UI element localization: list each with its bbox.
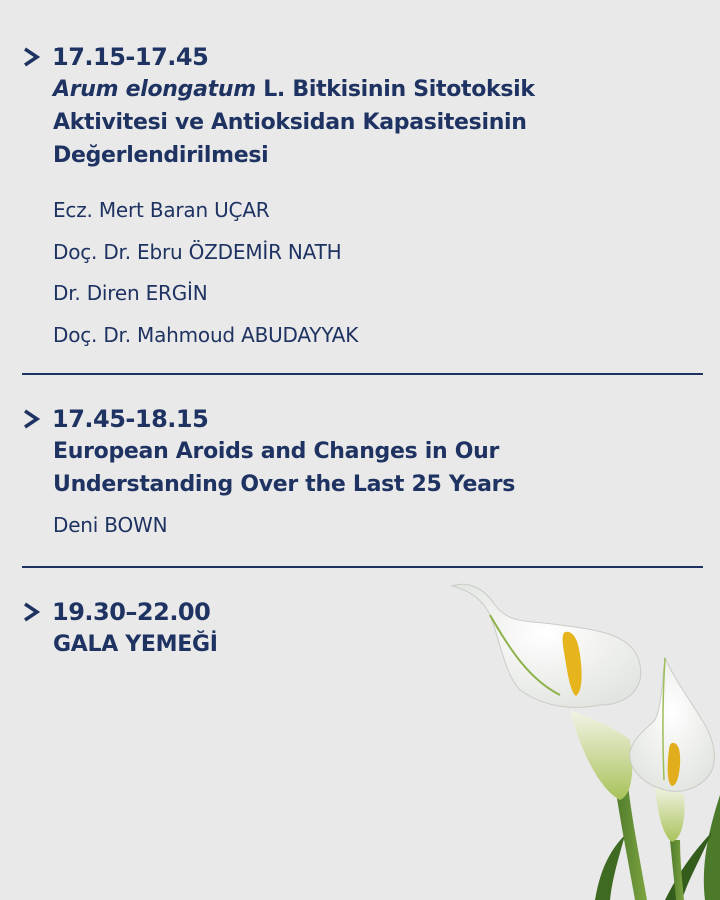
speaker-name: Doç. Dr. Ebru ÖZDEMİR NATH	[53, 239, 342, 264]
session-2-time-row	[22, 403, 702, 435]
divider	[22, 566, 703, 568]
speaker-name: Doç. Dr. Mahmoud ABUDAYYAK	[53, 322, 359, 347]
chevron-right-icon	[22, 46, 42, 68]
chevron-right-icon	[22, 408, 42, 430]
title-text: European Aroids and Changes in Our	[53, 439, 500, 464]
calla-lily-image	[450, 580, 720, 900]
title-text: Aktivitesi ve Antioksidan Kapasitesinin	[53, 110, 527, 135]
chevron-right-icon	[22, 601, 42, 623]
title-text: L. Bitkisinin Sitotoksik	[255, 77, 535, 102]
title-text: GALA YEMEĞİ	[53, 632, 218, 657]
session-time: 17.45-18.15	[52, 405, 209, 433]
speaker-name: Dr. Diren ERGİN	[53, 281, 208, 305]
session-1-time-row	[22, 41, 702, 73]
session-time: 19.30–22.00	[52, 598, 211, 626]
speaker-list	[53, 505, 702, 547]
species-name: Arum elongatum	[53, 77, 256, 102]
session-time: 17.15-17.45	[52, 43, 209, 71]
title-text: Understanding Over the Last 25 Years	[53, 472, 515, 497]
session-2	[22, 403, 702, 547]
session-title	[53, 73, 702, 172]
session-title	[53, 435, 702, 501]
divider	[22, 373, 703, 375]
speaker-name: Deni BOWN	[53, 513, 168, 537]
speaker-name: Ecz. Mert Baran UÇAR	[53, 198, 270, 222]
title-text: Değerlendirilmesi	[53, 143, 269, 168]
session-1	[22, 41, 702, 356]
speaker-list	[53, 190, 702, 356]
